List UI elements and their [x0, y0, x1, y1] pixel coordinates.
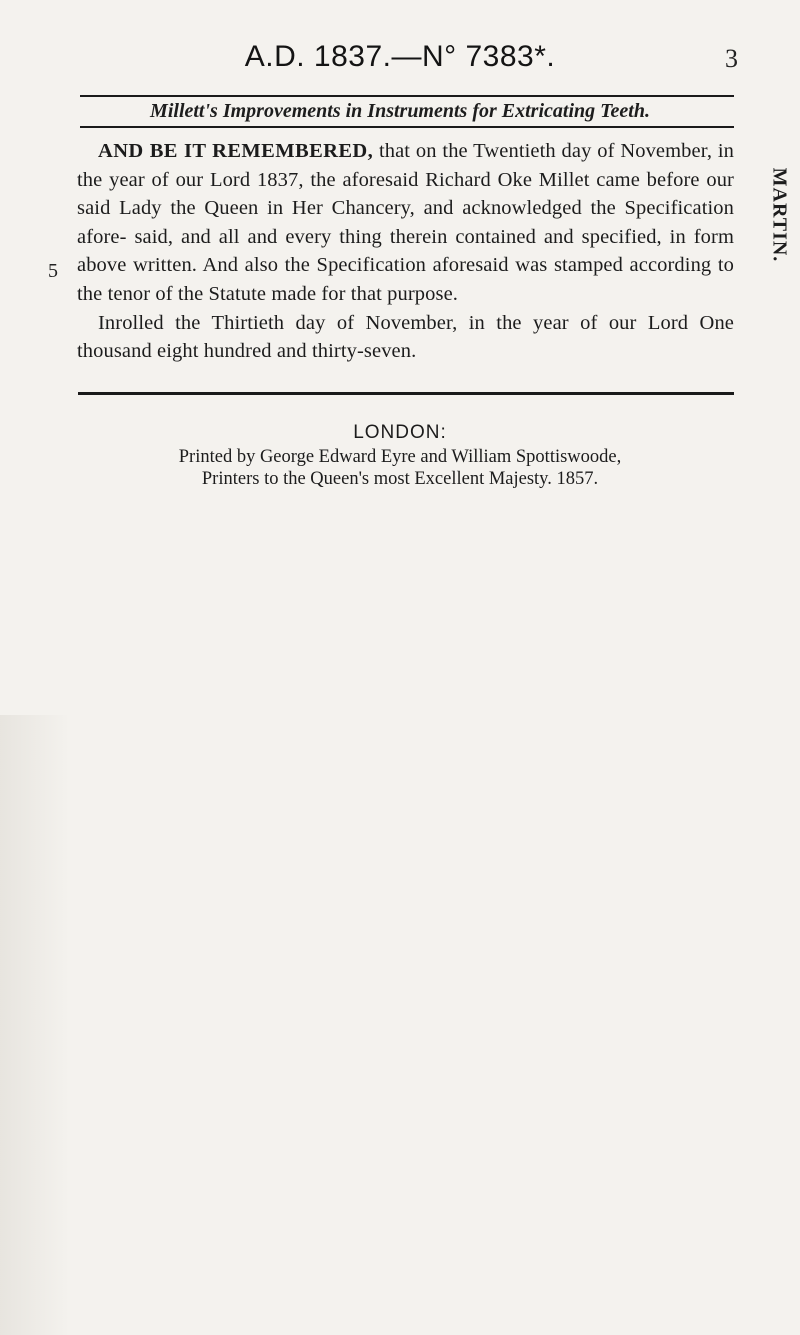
body-end-rule [78, 392, 734, 395]
body-text [77, 137, 734, 366]
side-tab-label: MARTIN. [768, 167, 791, 263]
side-tab [766, 155, 792, 275]
paragraph-text: that on the Twentieth day of November, in the year of our Lord 1837, the aforesaid Richard Oke Millet came before our said Lady the Queen in Her Chancery, and acknowledged the Specification afore- said, and all and every thing therein contained and specified, in form above written. And also the Specification aforesaid was stamped according to the tenor of the Statute made for that purpose. [77, 140, 735, 305]
line-number: 5 [48, 260, 58, 282]
imprint-majesty: Printers to the Queen's most Excellent Majesty. 1857. [201, 469, 599, 489]
paragraph-lead: AND BE IT REMEMBERED, [98, 140, 374, 162]
paper-stain [0, 715, 70, 1335]
imprint [0, 420, 800, 490]
page-title: A.D. 1837.—N° 7383*. [244, 40, 556, 73]
imprint-printers: Printed by George Edward Eyre and William Spottiswoode, [178, 447, 622, 467]
imprint-city: LONDON: [353, 422, 447, 443]
paragraph-enrolment [77, 137, 734, 309]
paragraph-inrolled: Inrolled the Thirtieth day of November, in the year of our Lord One thousand eight hundred and thirty-seven. [77, 311, 734, 363]
patent-subtitle: Millett's Improvements in Instruments for Extricating Teeth. [150, 100, 650, 122]
running-head [0, 40, 800, 80]
subtitle-rule [80, 126, 734, 128]
page-number: 3 [725, 44, 738, 73]
